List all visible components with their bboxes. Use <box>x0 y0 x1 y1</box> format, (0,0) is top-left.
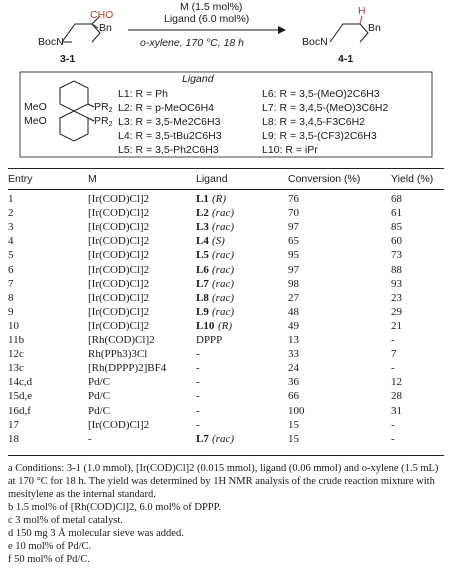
cell-yield: - <box>391 418 395 431</box>
cell-ligand: L1 <box>196 193 209 205</box>
cell-metal: [Ir(COD)Cl]2 <box>88 221 150 234</box>
cell-metal: [Ir(COD)Cl]2 <box>88 249 150 262</box>
product-compound-number: 4-1 <box>338 53 354 65</box>
cell-entry: 11b <box>8 334 25 346</box>
cell-ligand-stereo: (rac) <box>212 277 234 290</box>
catalyst-label: M (1.5 mol%) <box>180 1 243 13</box>
table-row <box>8 362 444 375</box>
pr2-label-2: PR2 <box>94 115 113 128</box>
table-row <box>8 306 444 319</box>
cell-ligand: L10 <box>196 319 215 332</box>
table-row <box>8 405 444 418</box>
cell-entry: 9 <box>8 305 14 318</box>
header-yield: Yield (%) <box>391 173 434 185</box>
footnote-f: f 50 mol% of Pd/C. <box>8 554 90 565</box>
cell-metal: [Ir(COD)Cl]2 <box>88 291 150 304</box>
cell-metal: - <box>88 432 92 445</box>
cell-yield: 28 <box>391 390 402 403</box>
cell-ligand: L8 <box>196 291 209 304</box>
cell-conversion: 48 <box>288 305 299 318</box>
cell-entry: 8 <box>8 291 14 304</box>
header-conversion: Conversion (%) <box>288 173 361 185</box>
cell-ligand-stereo: (rac) <box>212 291 234 304</box>
pr2-label-1: PR2 <box>94 101 113 114</box>
cell-ligand: L7 <box>196 277 209 290</box>
footnote-c: c 3 mol% of metal catalyst. <box>8 515 123 526</box>
cell-ligand: L9 <box>196 305 209 318</box>
cell-ligand: - <box>196 418 200 431</box>
cell-entry: 7 <box>8 277 14 290</box>
product-structure <box>330 16 368 42</box>
table-row <box>8 249 444 262</box>
ligand-l7: L7: R = 3,4,5-(MeO)3C6H2 <box>262 102 389 114</box>
cell-ligand-stereo: (rac) <box>212 432 234 445</box>
cell-entry: 10 <box>8 319 19 332</box>
cell-conversion: 49 <box>288 319 299 332</box>
header-metal: M <box>88 173 97 185</box>
cell-ligand: - <box>196 390 200 403</box>
cell-conversion: 15 <box>288 432 299 445</box>
cell-yield: 88 <box>391 263 402 276</box>
cell-yield: 73 <box>391 249 402 262</box>
product-h-label: H <box>358 5 366 17</box>
cell-ligand: - <box>196 404 200 417</box>
cell-conversion: 95 <box>288 249 299 262</box>
cell-conversion: 70 <box>288 207 299 220</box>
sm-compound-number: 3-1 <box>60 53 76 65</box>
cell-ligand: L7 <box>196 432 209 445</box>
cell-entry: 5 <box>8 249 14 262</box>
table-row <box>8 419 444 432</box>
footnote-d: d 150 mg 3 Å molecular sieve was added. <box>8 528 184 539</box>
cell-yield: 29 <box>391 305 402 318</box>
ligand-list-right <box>262 88 389 156</box>
cell-yield: 7 <box>391 348 397 361</box>
cell-entry: 15d,e <box>8 390 33 403</box>
header-entry: Entry <box>8 173 33 185</box>
sm-bn-label: Bn <box>99 22 112 34</box>
cell-yield: 21 <box>391 319 402 332</box>
table-row <box>8 207 444 220</box>
conditions-label: o-xylene, 170 °C, 18 h <box>140 37 245 49</box>
cell-conversion: 65 <box>288 235 299 248</box>
biaryl-ligand-structure <box>60 81 94 141</box>
cell-ligand: L5 <box>196 249 209 262</box>
cell-ligand: DPPP <box>196 334 223 346</box>
table-row <box>8 278 444 291</box>
table-header-row <box>8 173 444 186</box>
cell-entry: 18 <box>8 432 19 445</box>
cell-yield: - <box>391 334 395 346</box>
cell-ligand-stereo: (rac) <box>212 221 234 234</box>
cell-entry: 3 <box>8 221 14 234</box>
cell-ligand-stereo: (R) <box>212 193 227 205</box>
meo-label-2: MeO <box>24 115 47 127</box>
cell-conversion: 97 <box>288 263 299 276</box>
cell-conversion: 27 <box>288 291 299 304</box>
cell-ligand: L2 <box>196 207 209 220</box>
cell-entry: 12c <box>8 348 24 361</box>
cell-ligand: L4 <box>196 235 209 248</box>
cell-metal: [Ir(COD)Cl]2 <box>88 263 150 276</box>
cell-conversion: 13 <box>288 334 299 346</box>
ligand-l10: L10: R = iPr <box>262 144 318 156</box>
cell-yield: 68 <box>391 193 402 205</box>
meo-label-1: MeO <box>24 101 47 113</box>
reaction-arrow-head <box>278 26 286 34</box>
cell-entry: 17 <box>8 418 19 431</box>
cell-ligand: L6 <box>196 263 209 276</box>
cell-yield: 93 <box>391 277 402 290</box>
cell-metal: Pd/C <box>88 404 111 417</box>
cell-conversion: 100 <box>288 404 305 417</box>
header-ligand: Ligand <box>196 173 228 185</box>
cell-conversion: 24 <box>288 362 299 375</box>
ligand-l9: L9: R = 3,5-(CF3)2C6H3 <box>262 130 377 142</box>
ligand-l4: L4: R = 3,5-tBu2C6H3 <box>118 130 222 142</box>
cell-yield: 23 <box>391 291 402 304</box>
cell-yield: - <box>391 362 395 375</box>
sm-cho-label: CHO <box>90 9 114 21</box>
cell-yield: 12 <box>391 376 402 389</box>
cell-conversion: 66 <box>288 390 299 403</box>
cell-ligand-stereo: (rac) <box>212 249 234 262</box>
cell-ligand-stereo: (rac) <box>212 207 234 220</box>
cell-metal: [Ir(COD)Cl]2 <box>88 193 150 205</box>
table-row <box>8 376 444 389</box>
product-boc-label: BocN <box>302 36 328 48</box>
cell-metal: Pd/C <box>88 390 111 403</box>
ligand-box-title: Ligand <box>182 73 214 85</box>
cell-ligand-stereo: (rac) <box>212 263 234 276</box>
cell-conversion: 76 <box>288 193 299 205</box>
cell-conversion: 97 <box>288 221 299 234</box>
cell-entry: 16d,f <box>8 404 31 417</box>
cell-entry: 4 <box>8 235 14 248</box>
cell-ligand: - <box>196 376 200 389</box>
table-footnotes <box>8 462 444 566</box>
product-bn-label: Bn <box>368 22 381 34</box>
cell-conversion: 98 <box>288 277 299 290</box>
reaction-scheme <box>0 0 452 160</box>
cell-conversion: 36 <box>288 376 299 389</box>
cell-conversion: 15 <box>288 418 299 431</box>
cell-metal: [Ir(COD)Cl]2 <box>88 277 150 290</box>
cell-metal: Rh(PPh3)3Cl <box>88 348 148 361</box>
table-row <box>8 433 444 446</box>
cell-metal: [Ir(COD)Cl]2 <box>88 235 150 248</box>
cell-yield: 31 <box>391 404 402 417</box>
cell-metal: [Ir(COD)Cl]2 <box>88 207 150 220</box>
cell-entry: 6 <box>8 263 14 276</box>
cell-entry: 14c,d <box>8 376 33 389</box>
cell-yield: 85 <box>391 221 402 234</box>
footnote-e: e 10 mol% of Pd/C. <box>8 541 92 552</box>
ligand-l3: L3: R = 3,5-Me2C6H3 <box>118 116 221 128</box>
cell-metal: [Ir(COD)Cl]2 <box>88 319 150 332</box>
table-row <box>8 221 444 234</box>
footnote-a: a Conditions: 3-1 (1.0 mmol), [Ir(COD)Cl]2 (0.015 mmol), ligand (0.06 mmol) and o-xylene (1.5 mL) at 170 °C for 18 h. The yield was determined by 1H NMR analysis of the crude reaction mixture with mesitylene as the internal standard. <box>8 463 439 500</box>
table-row <box>8 193 444 206</box>
cell-yield: 60 <box>391 235 402 248</box>
cell-yield: - <box>391 432 395 445</box>
cell-conversion: 33 <box>288 348 299 361</box>
cell-ligand: - <box>196 362 200 375</box>
cell-yield: 61 <box>391 207 402 220</box>
cell-ligand-stereo: (rac) <box>212 305 234 318</box>
sm-boc-label: BocN <box>38 36 64 48</box>
ligand-l2: L2: R = p-MeOC6H4 <box>118 102 214 114</box>
table-top-rule <box>8 168 444 169</box>
table-row <box>8 334 444 347</box>
table-row <box>8 390 444 403</box>
cell-entry: 2 <box>8 207 14 220</box>
table-row <box>8 348 444 361</box>
table-bottom-rule <box>8 455 444 456</box>
cell-ligand-stereo: (R) <box>218 319 233 332</box>
cell-metal: [Ir(COD)Cl]2 <box>88 305 150 318</box>
cell-metal: [Rh(COD)Cl]2 <box>88 334 155 346</box>
cell-ligand: L3 <box>196 221 209 234</box>
cell-metal: [Rh(DPPP)2]BF4 <box>88 362 167 375</box>
table-header-rule <box>8 189 444 190</box>
ligand-l1: L1: R = Ph <box>118 88 168 100</box>
footnote-b: b 1.5 mol% of [Rh(COD)Cl]2, 6.0 mol% of DPPP. <box>8 502 221 513</box>
ligand-loading-label: Ligand (6.0 mol%) <box>164 13 250 25</box>
cell-metal: Pd/C <box>88 376 111 389</box>
table-row <box>8 235 444 248</box>
ligand-l6: L6: R = 3,5-(MeO)2C6H3 <box>262 88 380 100</box>
ligand-l5: L5: R = 3,5-Ph2C6H3 <box>118 144 219 156</box>
table-row <box>8 320 444 333</box>
ligand-list-left <box>118 88 222 156</box>
cell-ligand: - <box>196 348 200 361</box>
cell-entry: 13c <box>8 362 24 375</box>
table-row <box>8 264 444 277</box>
cell-ligand-stereo: (S) <box>212 235 225 248</box>
cell-metal: [Ir(COD)Cl]2 <box>88 418 150 431</box>
ligand-l8: L8: R = 3,4,5-F3C6H2 <box>262 116 366 128</box>
cell-entry: 1 <box>8 193 14 205</box>
table-row <box>8 292 444 305</box>
